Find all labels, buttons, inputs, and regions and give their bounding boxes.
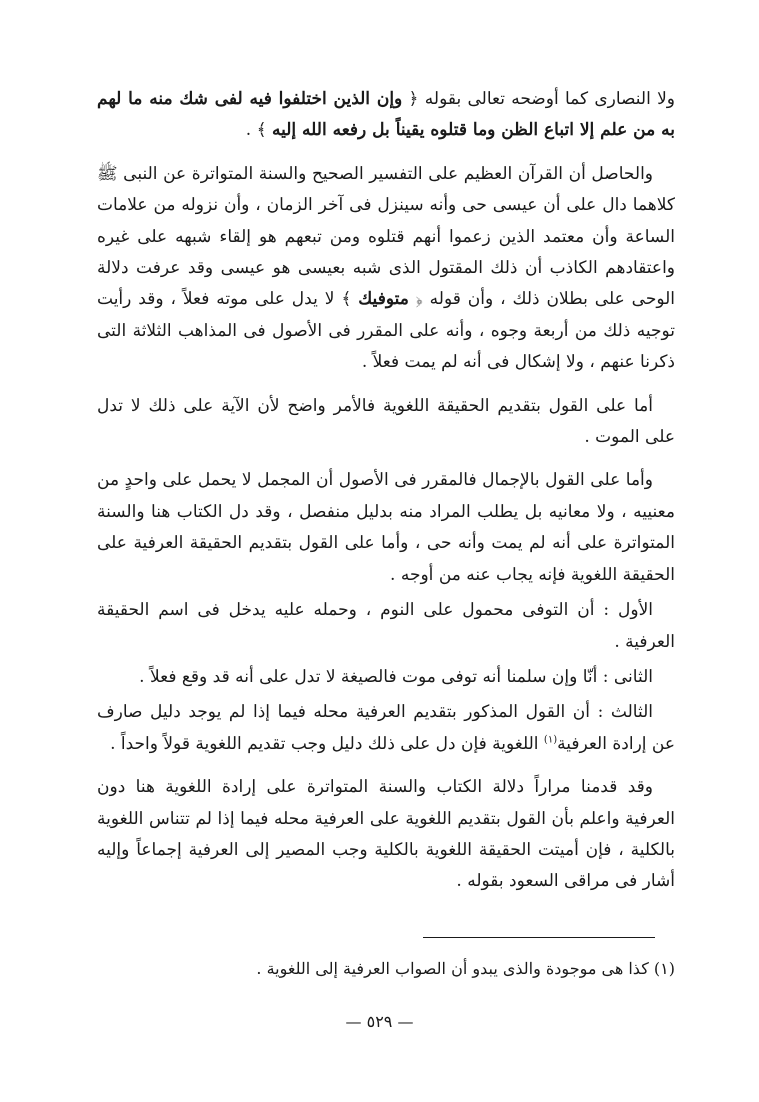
paragraph-7 <box>97 697 675 760</box>
page-number: — ٥٢٩ — <box>345 1012 414 1031</box>
footnote-marker: (١) <box>653 959 675 978</box>
paragraph-2-text-c: ﴾ لا يدل على موته فعلاً ، وقد رأيت توجيه ذلك من أربعة وجوه ، وأنه على المقرر فى الأصول فى المذاهب الثلاثة التى ذكرنا عنهم ، ولا إشكال فى أنه لم يمت فعلاً . <box>97 289 675 373</box>
quote-close-1: ﴾ . <box>245 120 272 141</box>
paragraph-2-text-a: والحاصل أن القرآن العظيم على التفسير الصحيح والسنة المتواترة عن النبى ﷺ كلاهما دال على أن عيسى حى وأنه سينزل فى آخر الزمان ، وأن نزوله من علامات الساعة وأن معتمد الذين زعموا أنهم قتلوه ومن تبعهم هو إلقاء شبهه على غيره واعتقادهم الكاذب أن ذلك المقتول الذى شبه بعيسى هو عيسى وقد عرفت دلالة الوحى على بطلان ذلك ، وأن قوله ﴿ <box>97 163 676 310</box>
paragraph-1-intro: ولا النصارى كما أوضحه تعالى بقوله ﴿ <box>402 89 675 109</box>
paragraph-8: وقد قدمنا مراراً دلالة الكتاب والسنة المتواترة على إرادة اللغوية هنا دون العرفية واعلم بأن القول بتقديم اللغوية على العرفية محله فيما إذا لم تتناس اللغوية بالكلية ، فإن أميتت الحقيقة اللغوية بالكلية وجب المصير إلى العرفية إجماعاً وإليه أشار فى مراقى السعود بقوله . <box>97 777 675 892</box>
paragraph-1 <box>97 84 675 147</box>
paragraph-2 <box>97 159 675 379</box>
paragraph-7-text-a: الثالث : أن القول المذكور بتقديم العرفية محله فيما إذا لم يوجد دليل صارف عن إرادة العرفية <box>97 702 675 754</box>
paragraph-5: الأول : أن التوفى محمول على النوم ، وحمله عليه يدخل فى اسم الحقيقة العرفية . <box>97 600 675 652</box>
body-text <box>97 84 675 898</box>
footnote-divider <box>423 937 655 938</box>
paragraph-7-text-b: اللغوية فإن دل على ذلك دليل وجب تقديم اللغوية قولاً واحداً . <box>110 733 544 754</box>
footnote-text: كذا هى موجودة والذى يبدو أن الصواب العرفية إلى اللغوية . <box>256 959 654 978</box>
paragraph-3: أما على القول بتقديم الحقيقة اللغوية فالأمر واضح لأن الآية على ذلك لا تدل على الموت . <box>97 395 675 448</box>
footnote-reference[interactable]: (١) <box>543 734 558 746</box>
quran-quote-1: وإن الذين اختلفوا فيه لفى شك منه ما لهم به من علم إلا اتباع الظن وما قتلوه يقيناً بل رفعه الله إليه <box>97 89 675 141</box>
paragraph-6: الثانى : أنّا وإن سلمنا أنه توفى موت فالصيغة لا تدل على أنه قد وقع فعلاً . <box>139 666 653 687</box>
paragraph-4: وأما على القول بالإجمال فالمقرر فى الأصول أن المجمل لا يحمل على واحدٍ من معنييه ، ولا معانيه بل يطلب المراد منه بدليل منفصل ، وقد دل الكتاب هنا والسنة المتواترة على أنه لم يمت وأنه حى ، وأما على القول بتقديم الحقيقة العرفية على الحقيقة اللغوية فإنه يجاب عنه من أوجه . <box>97 470 675 585</box>
quran-quote-2: متوفيك <box>358 289 409 310</box>
footnote <box>97 955 675 983</box>
